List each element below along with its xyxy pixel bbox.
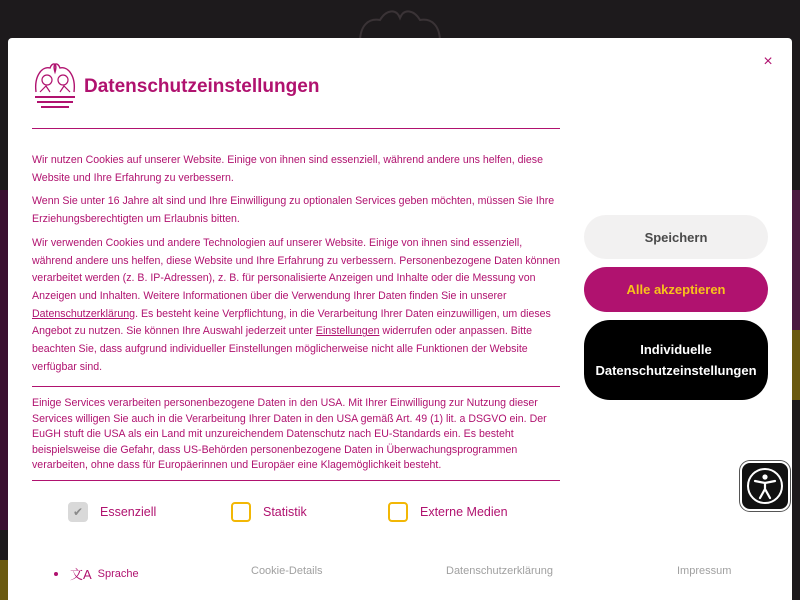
- category-label: Essenziell: [100, 505, 157, 519]
- backdrop-stripe: [0, 560, 8, 600]
- individual-settings-button[interactable]: Individuelle Datenschutzeinstellungen: [584, 320, 768, 400]
- backdrop-stripe: [792, 330, 800, 400]
- modal-header: [32, 60, 560, 128]
- category-label[interactable]: Externe Medien: [420, 505, 508, 519]
- modal-title: Datenschutzeinstellungen: [84, 76, 320, 97]
- imprint-link[interactable]: Impressum: [677, 565, 732, 577]
- divider: [32, 128, 560, 129]
- consent-paragraph: Wenn Sie unter 16 Jahre alt sind und Ihre Einwilligung zu optionalen Services geben möchten, müssen Sie Ihre Erziehungsberechtigten um Erlaubnis bitten.: [32, 195, 555, 226]
- text-fragment: . Es besteht keine Verpflichtung, in die Verarbeitung Ihrer Daten einzuwilligen, um dieses Angebot zu nutzen. Sie können Ihre Auswahl jederzeit unter: [32, 307, 551, 338]
- consent-paragraph: [32, 235, 562, 377]
- consent-paragraph: Wir nutzen Cookies auf unserer Website. Einige von ihnen sind essenziell, während andere uns helfen, diese Website und Ihre Erfahrung zu verbessern.: [32, 154, 543, 184]
- privacy-policy-link[interactable]: Datenschutzerklärung: [32, 307, 136, 320]
- cookie-consent-modal: [8, 38, 792, 600]
- consent-description: [32, 152, 562, 382]
- divider: [32, 386, 560, 387]
- organization-logo: [32, 60, 78, 114]
- category-essential: [68, 500, 156, 524]
- backdrop-stripe: [0, 190, 8, 530]
- accessibility-button[interactable]: [740, 461, 790, 511]
- language-selector[interactable]: [70, 564, 139, 583]
- cookie-details-link[interactable]: Cookie-Details: [251, 565, 323, 577]
- statistics-checkbox[interactable]: [231, 502, 251, 522]
- background-logo: [350, 8, 450, 42]
- category-label[interactable]: Statistik: [263, 505, 307, 519]
- usa-notice: Einige Services verarbeiten personenbezogene Daten in den USA. Mit Ihrer Einwilligung zur Nutzung dieser Services willigen Sie auch in die Verarbeitung Ihrer Daten in den USA gemäß Art. 49 (1) lit. a DSGVO ein. Der EuGH stuft die USA als ein Land mit unzureichendem Datenschutz nach EU-Standards ein. Es besteht beispielsweise die Gefahr, dass US-Behörden personenbezogene Daten in Überwachungsprogrammen verarbeiten, ohne dass für Europäerinnen und Europäer eine Klagemöglichkeit besteht.: [32, 397, 547, 471]
- checkmark-icon: ✔: [68, 502, 88, 522]
- bullet-dot: [54, 572, 58, 576]
- text-fragment: widerrufen oder anpassen. Bitte beachten Sie, dass aufgrund individueller Einstellungen möglicherweise nicht alle Funktionen der Website verfügbar sind.: [32, 325, 533, 373]
- category-external-media[interactable]: [388, 500, 508, 524]
- backdrop-stripe: [792, 190, 800, 340]
- consent-categories: [8, 500, 568, 524]
- accept-all-button[interactable]: Alle akzeptieren: [584, 267, 768, 312]
- settings-link[interactable]: Einstellungen: [315, 325, 380, 338]
- translate-icon: 文A: [70, 567, 92, 582]
- language-label[interactable]: Sprache: [97, 567, 139, 580]
- divider: [32, 480, 560, 481]
- save-button[interactable]: Speichern: [584, 215, 768, 259]
- text-fragment: Wir verwenden Cookies und andere Technologien auf unserer Website. Einige von ihnen sind essenziell, während andere uns helfen, diese Website und Ihre Erfahrung zu verbessern. Personenbezogene Daten können verarbeitet werden (z. B. IP-Adressen), z. B. für personalisierte Anzeigen und Inhalte oder die Messung von Anzeigen und Inhalten. Weitere Informationen über die Verwendung Ihrer Daten finden Sie in unserer: [32, 236, 561, 302]
- modal-footer: [8, 560, 792, 584]
- close-icon[interactable]: ×: [763, 53, 773, 70]
- privacy-policy-footer-link[interactable]: Datenschutzerklärung: [446, 565, 554, 577]
- category-statistics[interactable]: [231, 500, 307, 524]
- accessibility-icon: [746, 467, 784, 505]
- external-media-checkbox[interactable]: [388, 502, 408, 522]
